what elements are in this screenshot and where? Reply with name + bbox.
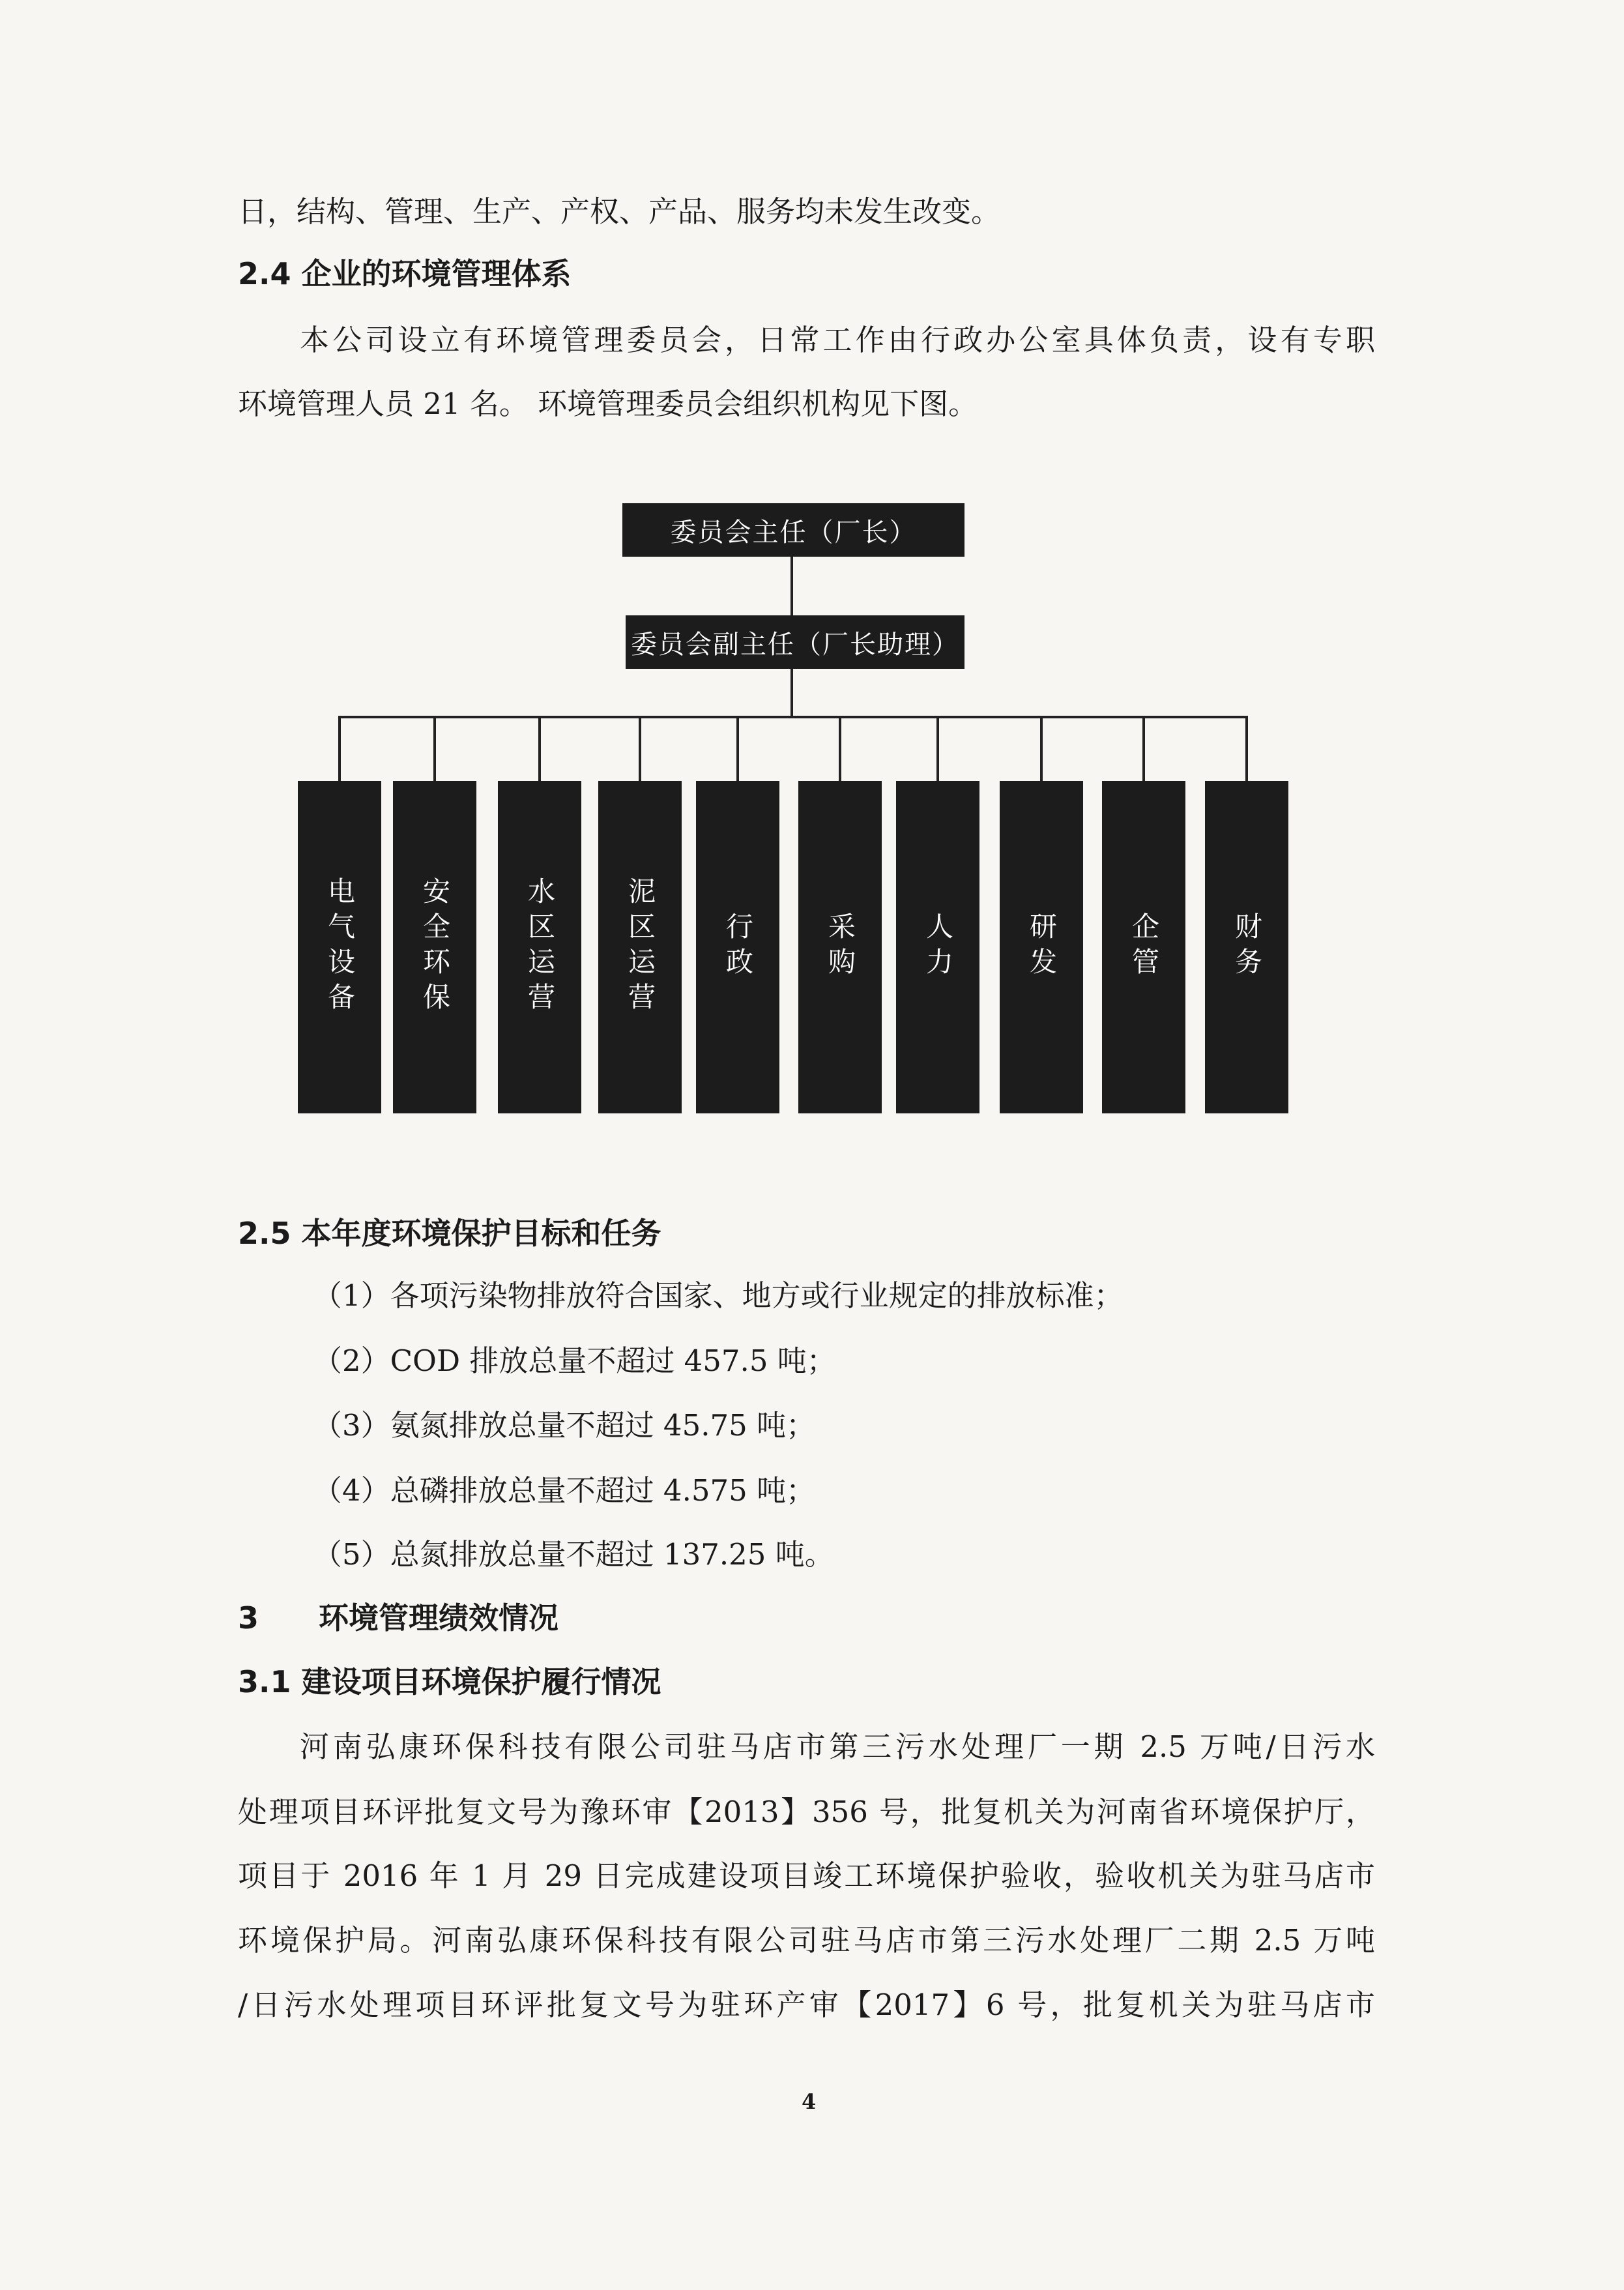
org-connector <box>1040 717 1043 781</box>
org-connector <box>538 717 541 781</box>
org-connector <box>639 717 641 781</box>
org-connector <box>839 717 841 781</box>
paragraph-line: 河南弘康环保科技有限公司驻马店市第三污水处理厂一期 2.5 万吨/日污水 <box>300 1729 1375 1764</box>
section-heading-2-4: 2.4 企业的环境管理体系 <box>238 256 572 291</box>
org-connector <box>1142 717 1145 781</box>
target-item: （2）COD 排放总量不超过 457.5 吨； <box>313 1343 836 1378</box>
org-dept-enterprise-mgmt: 企管 <box>1102 781 1185 1113</box>
org-branch-line <box>338 716 1248 718</box>
org-connector <box>936 717 939 781</box>
org-connector <box>433 717 436 781</box>
org-dept-electrical: 电气设备 <box>298 781 381 1113</box>
paragraph-line: 环境保护局。河南弘康环保科技有限公司驻马店市第三污水处理厂二期 2.5 万吨 <box>238 1923 1375 1958</box>
org-connector <box>1245 717 1248 781</box>
paragraph-line: /日污水处理项目环评批复文号为驻环产审【2017】6 号，批复机关为驻马店市 <box>238 1988 1375 2022</box>
paragraph-line: 环境管理人员 21 名。 环境管理委员会组织机构见下图。 <box>238 387 978 421</box>
org-dept-hr: 人力 <box>896 781 979 1113</box>
org-box-deputy: 委员会副主任（厂长助理） <box>626 615 964 669</box>
target-item: （1）各项污染物排放符合国家、地方或行业规定的排放标准； <box>313 1278 1124 1313</box>
target-item: （5）总氮排放总量不超过 137.25 吨。 <box>313 1537 834 1572</box>
org-dept-sludge-ops: 泥区运营 <box>598 781 682 1113</box>
org-dept-admin: 行政 <box>696 781 779 1113</box>
paragraph-line: 日，结构、管理、生产、产权、产品、服务均未发生改变。 <box>238 194 1001 229</box>
target-item: （3）氨氮排放总量不超过 45.75 吨； <box>313 1408 816 1443</box>
section-heading-3: 3 环境管理绩效情况 <box>238 1600 559 1636</box>
org-dept-safety: 安全环保 <box>393 781 476 1113</box>
org-connector <box>338 717 341 781</box>
org-dept-water-ops: 水区运营 <box>498 781 581 1113</box>
org-box-director: 委员会主任（厂长） <box>622 503 964 557</box>
paragraph-line: 处理项目环评批复文号为豫环审【2013】356 号，批复机关为河南省环境保护厅， <box>238 1795 1375 1829</box>
paragraph-line: 本公司设立有环境管理委员会，日常工作由行政办公室具体负责，设有专职 <box>300 323 1375 357</box>
section-heading-2-5: 2.5 本年度环境保护目标和任务 <box>238 1216 661 1251</box>
org-dept-procurement: 采购 <box>798 781 882 1113</box>
paragraph-line: 项目于 2016 年 1 月 29 日完成建设项目竣工环境保护验收，验收机关为驻马店市 <box>238 1858 1375 1893</box>
org-dept-finance: 财务 <box>1205 781 1288 1113</box>
page-number: 4 <box>802 2089 817 2114</box>
org-connector <box>790 669 793 717</box>
org-dept-rnd: 研发 <box>1000 781 1083 1113</box>
org-connector <box>736 717 739 781</box>
org-connector <box>790 557 793 615</box>
target-item: （4）总磷排放总量不超过 4.575 吨； <box>313 1473 816 1508</box>
section-heading-3-1: 3.1 建设项目环境保护履行情况 <box>238 1664 661 1699</box>
